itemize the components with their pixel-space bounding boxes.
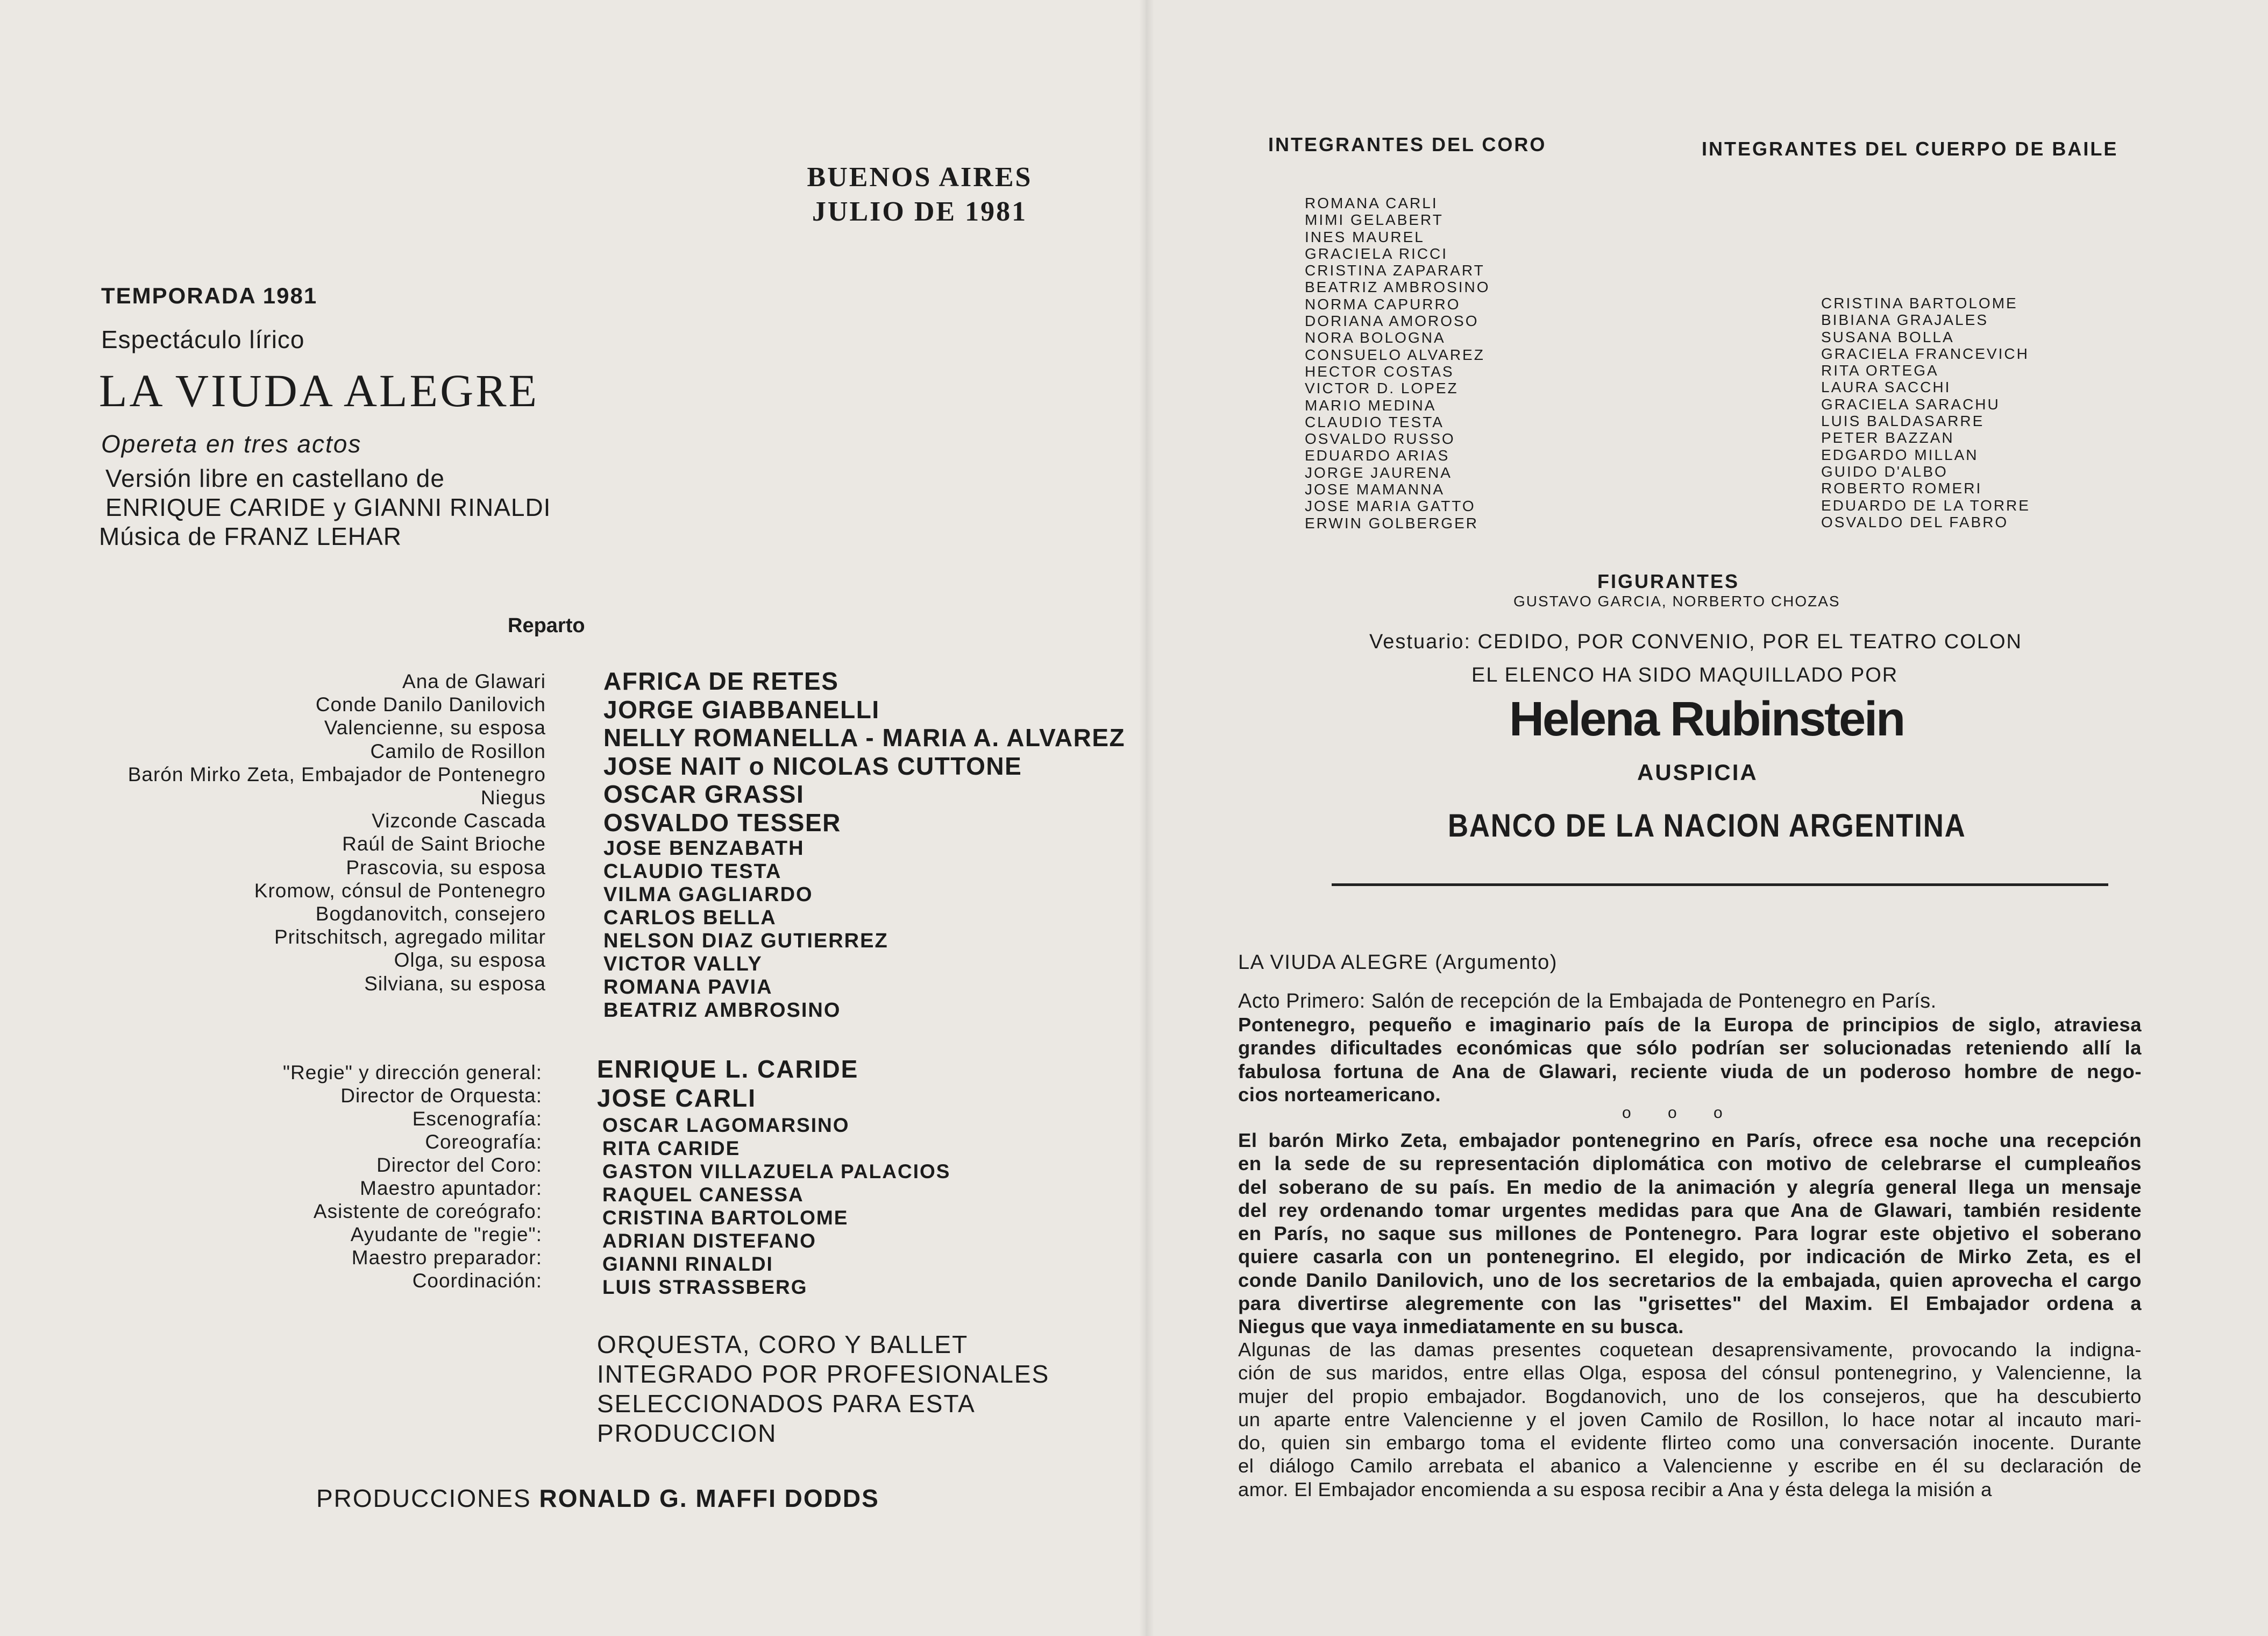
role-name: Camilo de Rosillon <box>370 740 546 762</box>
orchestra-line: SELECCIONADOS PARA ESTA <box>597 1390 976 1418</box>
show-title: LA VIUDA ALEGRE <box>99 365 539 416</box>
coro-member: INES MAUREL <box>1305 228 1425 245</box>
baile-member: CRISTINA BARTOLOME <box>1821 295 2018 311</box>
cast-member: CLAUDIO TESTA <box>603 860 782 883</box>
text-line: conde Danilo Danilovich, uno de los secretarios de la embajada, quien aprovecha el cargo <box>1238 1269 2142 1291</box>
version-credits <box>99 464 551 551</box>
coro-member: NORA BOLOGNA <box>1305 329 1446 346</box>
orchestra-line: PRODUCCION <box>597 1419 777 1447</box>
tech-credit: ENRIQUE L. CARIDE <box>597 1055 859 1083</box>
baile-member: GUIDO D'ALBO <box>1821 463 1948 480</box>
reparto-heading: Reparto <box>508 614 585 637</box>
role-name: Silviana, su esposa <box>364 972 546 995</box>
coro-member: GRACIELA RICCI <box>1305 245 1448 262</box>
coro-member: CRISTINA ZAPARART <box>1305 262 1485 279</box>
season-label: TEMPORADA 1981 <box>101 283 318 308</box>
cast-member: CARLOS BELLA <box>603 906 777 929</box>
tech-role: Director de Orquesta: <box>340 1085 542 1107</box>
figurantes-heading: FIGURANTES <box>1597 570 1739 592</box>
text-line: en la sede de su representación diplomática con motivo de celebrarse el cumpleaños <box>1238 1152 2142 1175</box>
coro-member: BEATRIZ AMBROSINO <box>1305 279 1490 296</box>
version-line: Música de FRANZ LEHAR <box>99 522 402 550</box>
cast-member: OSCAR GRASSI <box>603 780 805 808</box>
text-line: amor. El Embajador encomienda a su esposa recibir a Ana y ésta delega la misión a <box>1238 1478 1992 1500</box>
sponsor-logo: Helena Rubinstein <box>1509 692 1904 746</box>
page-fold <box>1139 0 1154 1636</box>
producer-label: PRODUCCIONES <box>316 1484 531 1512</box>
tech-role: "Regie" y dirección general: <box>282 1061 542 1083</box>
date: JULIO DE 1981 <box>812 196 1028 227</box>
main-cast-list <box>603 667 1125 837</box>
tech-role: Coordinación: <box>412 1270 542 1292</box>
coro-member: HECTOR COSTAS <box>1305 363 1454 380</box>
coro-member: MIMI GELABERT <box>1305 211 1444 229</box>
cast-member: NELLY ROMANELLA - MARIA A. ALVAREZ <box>603 724 1126 752</box>
baile-member: PETER BAZZAN <box>1821 429 1954 447</box>
tech-role: Coreografía: <box>425 1131 542 1153</box>
tech-credit: LUIS STRASSBERG <box>602 1276 808 1298</box>
text-line: do, quien sin embargo toma el evidente flirteo como una conversación inocente. Durante <box>1238 1432 2142 1454</box>
version-line: ENRIQUE CARIDE y GIANNI RINALDI <box>105 493 551 521</box>
text-line: grandes dificultades económicas que sólo podrían ser solucionadas reteniendo allí la <box>1238 1037 2142 1059</box>
text-line: un aparte entre Valencienne y el joven Camilo de Rosillon, lo hace notar al incauto mari- <box>1238 1408 2142 1430</box>
tech-role: Escenografía: <box>412 1108 542 1130</box>
text-line: quiere casarla con un pontenegrino. El elegido, por indicación de Mirko Zeta, es el <box>1238 1245 2142 1268</box>
baile-heading: INTEGRANTES DEL CUERPO DE BAILE <box>1702 138 2118 160</box>
text-line: Niegus que vaya inmediatamente en su busca. <box>1238 1315 1684 1338</box>
baile-member: EDGARDO MILLAN <box>1821 446 1979 463</box>
coro-member: OSVALDO RUSSO <box>1305 430 1455 448</box>
tech-credit: JOSE CARLI <box>597 1084 757 1112</box>
role-name: Niegus <box>480 787 546 809</box>
makeup-credit: EL ELENCO HA SIDO MAQUILLADO POR <box>1471 664 1899 686</box>
producer-name: RONALD G. MAFFI DODDS <box>539 1484 879 1512</box>
role-name: Kromow, cónsul de Pontenegro <box>254 879 546 902</box>
coro-member: ERWIN GOLBERGER <box>1305 514 1478 532</box>
tech-role: Asistente de coreógrafo: <box>313 1200 542 1222</box>
role-name: Olga, su esposa <box>394 949 546 972</box>
text-line: El barón Mirko Zeta, embajador pontenegrino en París, ofrece esa noche una recepción <box>1238 1129 2142 1151</box>
tech-role: Maestro apuntador: <box>360 1177 542 1199</box>
role-list <box>65 670 546 995</box>
text-line: del rey ordenando tomar urgentes medidas para que Ana de Glawari, también residente <box>1238 1199 2142 1221</box>
coro-member: EDUARDO ARIAS <box>1305 447 1450 464</box>
argument-paragraph-3 <box>1238 1338 2142 1501</box>
argument-paragraph-1 <box>1238 1013 2142 1106</box>
tech-secondary-credits <box>602 1114 950 1299</box>
version-line: Versión libre en castellano de <box>105 464 445 492</box>
orchestra-line: INTEGRADO POR PROFESIONALES <box>597 1360 1050 1388</box>
cast-member: ROMANA PAVIA <box>603 976 773 998</box>
baile-member: SUSANA BOLLA <box>1821 328 1954 345</box>
baile-member: RITA ORTEGA <box>1821 362 1939 379</box>
cast-member: JORGE GIABBANELLI <box>603 695 880 724</box>
cast-member: JOSE NAIT o NICOLAS CUTTONE <box>603 752 1022 780</box>
role-name: Ana de Glawari <box>402 670 546 692</box>
text-line: mujer del propio embajador. Bogdanovich, uno de los consejeros, que ha descubierto <box>1238 1385 2142 1407</box>
coro-member: DORIANA AMOROSO <box>1305 313 1479 330</box>
tech-credit: RAQUEL CANESSA <box>602 1184 804 1206</box>
text-line: Algunas de las damas presentes coquetean desaprensivamente, provocando la indigna- <box>1238 1338 2142 1361</box>
cast-member: AFRICA DE RETES <box>603 667 839 695</box>
cast-member: VICTOR VALLY <box>603 953 763 975</box>
baile-member: OSVALDO DEL FABRO <box>1821 513 2009 530</box>
baile-member: BIBIANA GRAJALES <box>1821 311 1988 329</box>
role-name: Raúl de Saint Brioche <box>342 833 546 855</box>
coro-list <box>1305 195 1490 532</box>
role-name: Valencienne, su esposa <box>324 717 546 739</box>
tech-role-list <box>161 1061 542 1292</box>
tech-main-credits <box>597 1054 858 1113</box>
tech-credit: CRISTINA BARTOLOME <box>602 1207 849 1229</box>
figurantes-names: GUSTAVO GARCIA, NORBERTO CHOZAS <box>1513 593 1840 610</box>
tech-role: Director del Coro: <box>376 1154 542 1176</box>
role-name: Vizconde Cascada <box>372 810 546 832</box>
role-name: Bogdanovitch, consejero <box>315 903 546 925</box>
role-name: Pritschitsch, agregado militar <box>274 926 546 948</box>
text-line: ción de sus maridos, entre ellas Olga, esposa del cónsul pontenegrino, y Valencienne, la <box>1238 1362 2142 1384</box>
text-line: el diálogo Camilo arrebata el abanico a Valencienne y escribe en él su declaración de <box>1238 1455 2142 1477</box>
coro-member: NORMA CAPURRO <box>1305 295 1461 313</box>
show-subtitle: Opereta en tres actos <box>101 430 362 458</box>
coro-member: CLAUDIO TESTA <box>1305 413 1444 430</box>
divider <box>1332 883 2108 886</box>
text-line: Pontenegro, pequeño e imaginario país de la Europa de principios de siglo, atraviesa <box>1238 1014 2142 1036</box>
baile-list <box>1821 295 2030 530</box>
role-name: Conde Danilo Danilovich <box>315 693 546 716</box>
coro-heading: INTEGRANTES DEL CORO <box>1268 133 1547 155</box>
baile-member: LAURA SACCHI <box>1821 379 1951 396</box>
argument-paragraph-2 <box>1238 1129 2142 1338</box>
baile-member: ROBERTO ROMERI <box>1821 480 1982 497</box>
coro-member: JOSE MARIA GATTO <box>1305 498 1476 515</box>
baile-member: GRACIELA SARACHU <box>1821 395 2000 413</box>
coro-member: JOSE MAMANNA <box>1305 481 1445 498</box>
role-name: Prascovia, su esposa <box>346 856 546 879</box>
text-line: en París, no saque sus millones de Pontenegro. Para lograr este objetivo el soberano <box>1238 1222 2142 1245</box>
argument-title: LA VIUDA ALEGRE (Argumento) <box>1238 951 1558 974</box>
text-line: para divertirse alegremente con las "grisettes" del Maxim. El Embajador ordena a <box>1238 1292 2142 1315</box>
coro-member: CONSUELO ALVAREZ <box>1305 346 1485 363</box>
tech-credit: GIANNI RINALDI <box>602 1253 773 1275</box>
cast-member: BEATRIZ AMBROSINO <box>603 999 841 1022</box>
tech-credit: GASTON VILLAZUELA PALACIOS <box>602 1160 951 1182</box>
city: BUENOS AIRES <box>807 162 1033 193</box>
tech-credit: RITA CARIDE <box>602 1137 741 1159</box>
costume-credit: Vestuario: CEDIDO, POR CONVENIO, POR EL TEATRO COLON <box>1369 631 2022 653</box>
text-line: cios norteamericano. <box>1238 1083 1441 1106</box>
text-line: fabulosa fortuna de Ana de Glawari, reciente viuda de un poderoso hombre de nego- <box>1238 1060 2142 1082</box>
coro-member: MARIO MEDINA <box>1305 396 1437 414</box>
act-heading: Acto Primero: Salón de recepción de la Embajada de Pontenegro en París. <box>1238 990 1937 1012</box>
baile-member: GRACIELA FRANCEVICH <box>1821 345 2029 362</box>
tech-credit: ADRIAN DISTEFANO <box>602 1230 816 1252</box>
baile-member: EDUARDO DE LA TORRE <box>1821 497 2030 514</box>
orchestra-line: ORQUESTA, CORO Y BALLET <box>597 1330 969 1358</box>
tech-credit: OSCAR LAGOMARSINO <box>602 1114 850 1136</box>
coro-member: JORGE JAURENA <box>1305 464 1452 481</box>
cast-member: JOSE BENZABATH <box>603 837 805 860</box>
secondary-cast-list <box>603 837 888 1022</box>
bank-sponsor: BANCO DE LA NACION ARGENTINA <box>1448 808 1966 844</box>
producer-credit <box>316 1484 879 1513</box>
tech-role: Ayudante de "regie": <box>350 1223 542 1245</box>
auspicia-label: AUSPICIA <box>1637 760 1758 785</box>
cast-member: NELSON DIAZ GUTIERREZ <box>603 930 888 952</box>
coro-member: VICTOR D. LOPEZ <box>1305 380 1459 397</box>
coro-member: ROMANA CARLI <box>1305 195 1438 211</box>
orchestra-note <box>597 1330 1049 1448</box>
cast-member: VILMA GAGLIARDO <box>603 883 813 906</box>
cast-member: OSVALDO TESSER <box>603 808 841 837</box>
city-date-block <box>785 160 1054 229</box>
section-separator: o o o <box>1622 1104 1739 1122</box>
text-line: del soberano de su país. En medio de la animación y alegría general llega un mensaje <box>1238 1175 2142 1198</box>
tech-role: Maestro preparador: <box>351 1247 542 1269</box>
baile-member: LUIS BALDASARRE <box>1821 413 1985 430</box>
role-name: Barón Mirko Zeta, Embajador de Pontenegro <box>127 763 546 785</box>
show-type: Espectáculo lírico <box>101 325 305 353</box>
